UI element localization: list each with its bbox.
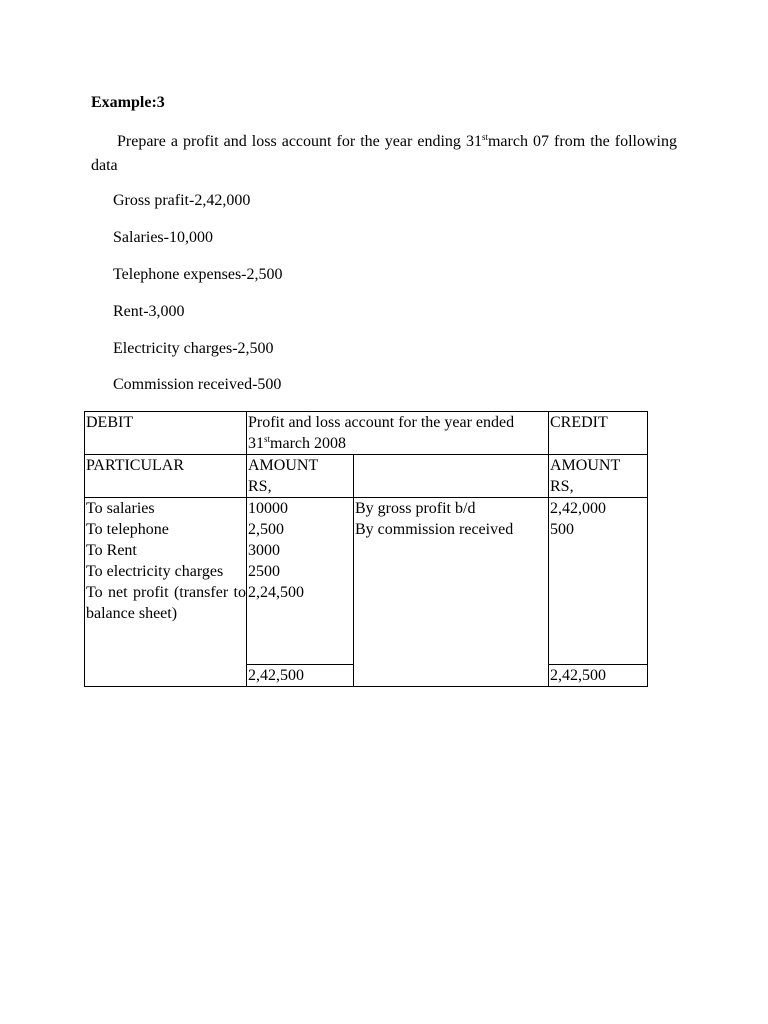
credit-particular-header xyxy=(354,455,549,498)
credit-header: CREDIT xyxy=(549,412,648,455)
data-item-electricity: Electricity charges-2,500 xyxy=(113,340,274,357)
credit-amount-label: AMOUNT xyxy=(550,457,621,474)
debit-amount-label: AMOUNT xyxy=(248,457,319,474)
credit-particulars-cell xyxy=(354,498,549,687)
title-line2-before: 31 xyxy=(248,435,264,452)
debit-amount-header xyxy=(247,455,354,498)
credit-amounts-cell xyxy=(549,498,648,665)
title-line2-after: march 2008 xyxy=(270,435,346,452)
debit-particulars-cell xyxy=(85,498,247,687)
data-item-rent: Rent-3,000 xyxy=(113,303,185,320)
data-item-gross-profit: Gross prafit-2,42,000 xyxy=(113,192,251,209)
list-item: To electricity charges xyxy=(86,563,224,580)
list-item: To net profit (transfer to balance sheet) xyxy=(86,584,246,622)
particular-header: PARTICULAR xyxy=(85,455,247,498)
intro-superscript: st xyxy=(481,132,488,142)
list-item: 2500 xyxy=(248,563,280,580)
list-item: To telephone xyxy=(86,521,169,538)
debit-amounts-cell xyxy=(247,498,354,665)
table-title-line2 xyxy=(248,433,548,454)
list-item: 3000 xyxy=(248,542,280,559)
list-item: 500 xyxy=(550,521,574,538)
debit-header: DEBIT xyxy=(85,412,247,455)
profit-loss-table xyxy=(84,411,648,687)
intro-text-before: Prepare a profit and loss account for the year ending 31 xyxy=(117,133,482,150)
debit-amount-unit: RS, xyxy=(248,478,272,495)
list-item: To Rent xyxy=(86,542,137,559)
credit-amount-unit: RS, xyxy=(550,478,574,495)
data-item-commission: Commission received-500 xyxy=(113,376,282,393)
data-item-salaries: Salaries-10,000 xyxy=(113,229,213,246)
table-title xyxy=(247,412,549,455)
credit-total: 2,42,500 xyxy=(549,665,648,687)
data-item-telephone: Telephone expenses-2,500 xyxy=(113,266,283,283)
table-header-row xyxy=(85,412,648,455)
example-heading: Example:3 xyxy=(91,94,165,111)
list-item: 2,500 xyxy=(248,521,284,538)
debit-total: 2,42,500 xyxy=(247,665,354,687)
intro-text-after: march 07 from the following data xyxy=(91,133,677,174)
list-item: 10000 xyxy=(248,500,288,517)
intro-paragraph xyxy=(91,130,677,178)
list-item: By commission received xyxy=(355,521,514,538)
table-title-line1: Profit and loss account for the year ended xyxy=(248,414,515,431)
table-subheader-row xyxy=(85,455,648,498)
credit-amount-header xyxy=(549,455,648,498)
list-item: 2,42,000 xyxy=(550,500,606,517)
list-item: To salaries xyxy=(86,500,155,517)
title-line2-sup: st xyxy=(264,434,271,444)
table-body-row xyxy=(85,498,648,665)
list-item: By gross profit b/d xyxy=(355,500,476,517)
list-item: 2,24,500 xyxy=(248,584,304,601)
